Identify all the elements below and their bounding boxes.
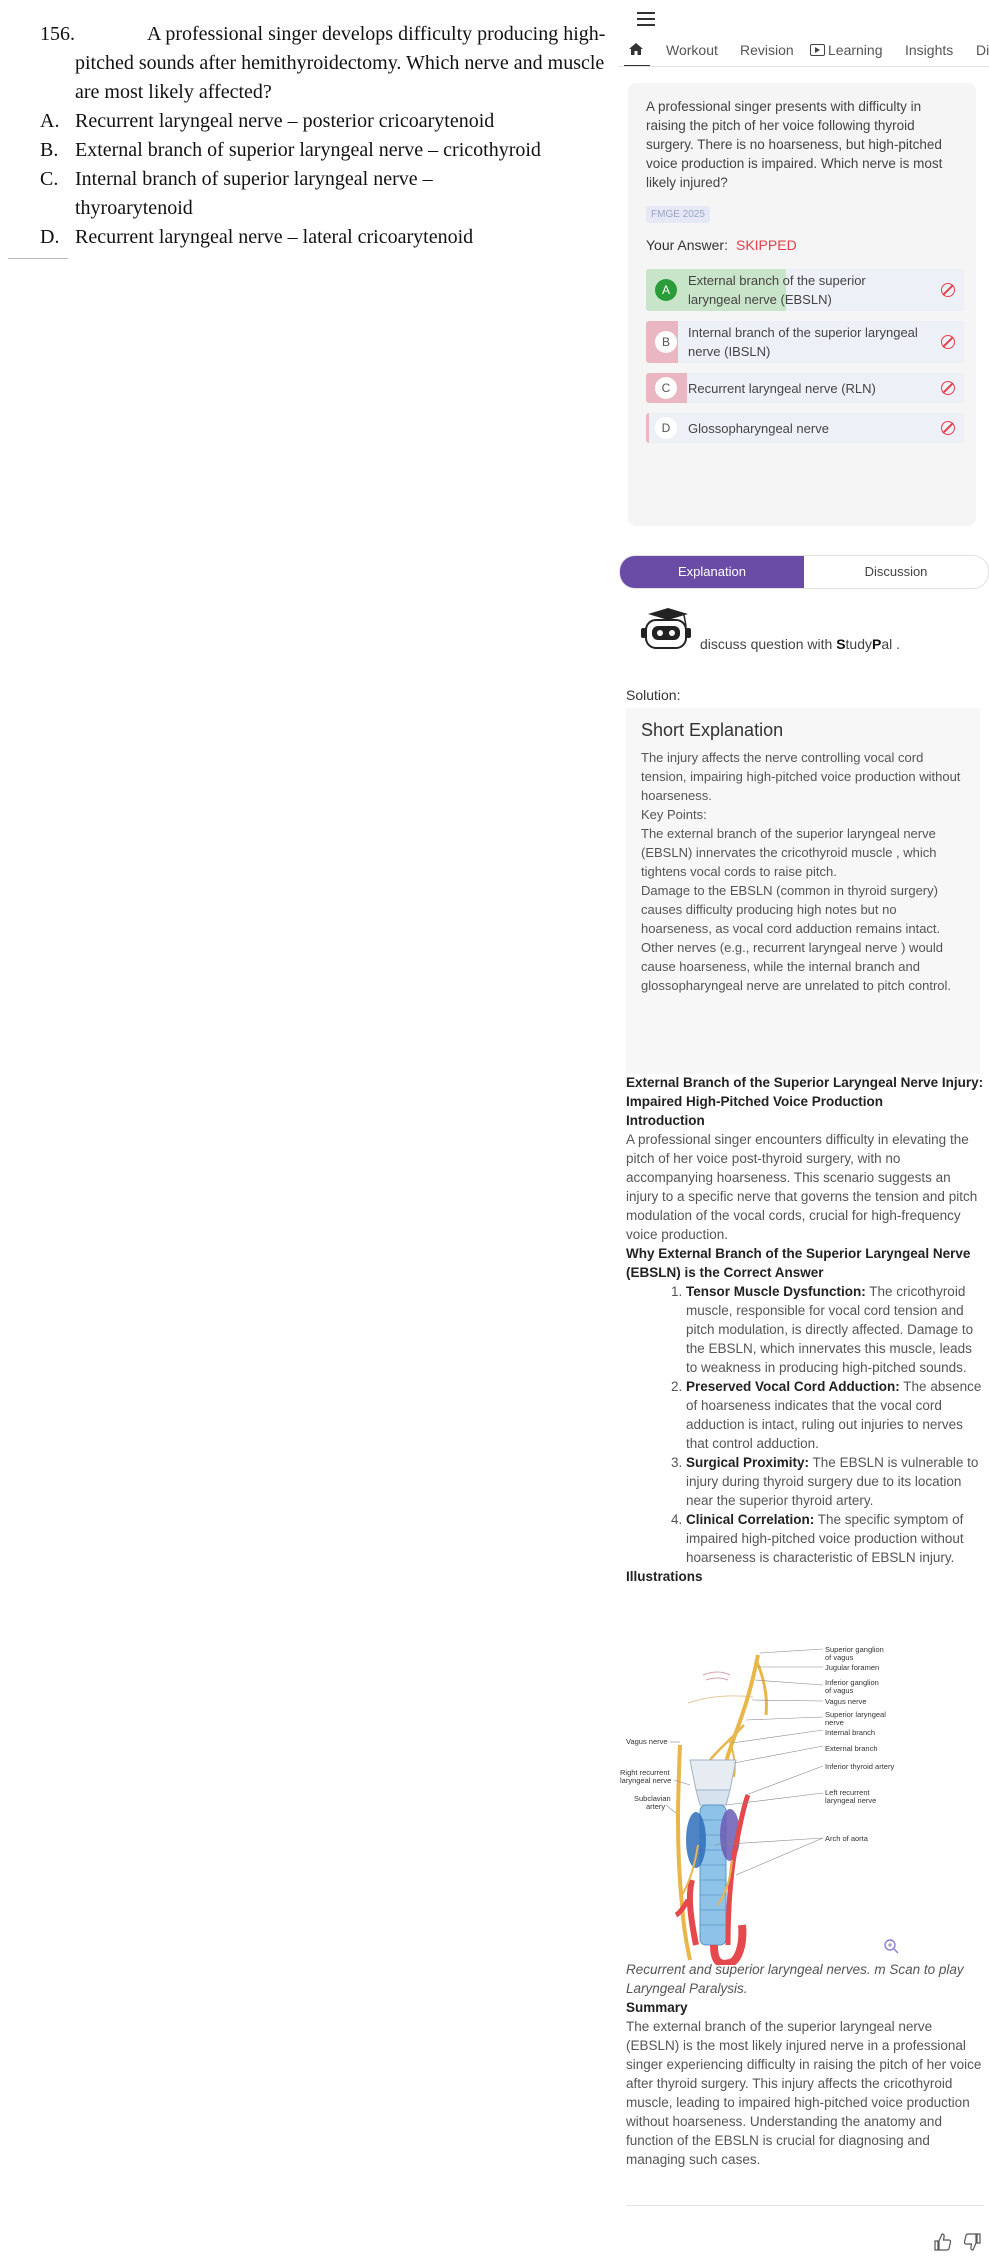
- label-laryngeal-nerve-left: laryngeal nerve: [825, 1796, 877, 1805]
- summary-text: The external branch of the superior laryngeal nerve (EBSLN) is the most likely injured nerve in a professional singer experiencing difficulty in raising the pitch of her voice after thyroid surgery. This injury affects the cricothyroid muscle, leading to impaired high-pitched voice production without hoarseness. Understanding the anatomy and function of the EBSLN is crucial for diagnosing and managing such cases.: [626, 2019, 982, 2167]
- summary-section: [626, 1998, 984, 2169]
- explanation-heading: External Branch of the Superior Laryngeal Nerve Injury: Impaired High-Pitched Voice Production: [626, 1075, 984, 1109]
- correct-answer-heading: Why External Branch of the Superior Laryngeal Nerve (EBSLN) is the Correct Answer: [626, 1246, 971, 1280]
- label-inferior-thyroid-artery: Inferior thyroid artery: [825, 1762, 895, 1771]
- label-left-recurrent: Left recurrent: [825, 1788, 870, 1797]
- label-of-vagus-2: of vagus: [825, 1686, 854, 1695]
- figure-caption: Recurrent and superior laryngeal nerves. m Scan to play Laryngeal Paralysis.: [626, 1962, 964, 1996]
- laryngeal-nerves-illustration: [618, 1645, 989, 1965]
- studypal-robot-icon[interactable]: [640, 606, 692, 652]
- label-vagus-nerve-right: Vagus nerve: [825, 1697, 867, 1706]
- option-d[interactable]: [646, 413, 964, 443]
- anatomy-drawing: [666, 1649, 823, 1964]
- reason-item: 1. Tensor Muscle Dysfunction: The cricothyroid muscle, responsible for vocal cord tension and pitch modulation, is directly affected. Damage to the EBSLN, which innervates this muscle, leads to weakness in producing high-pitched sounds.: [686, 1282, 984, 1377]
- label-vagus-nerve-left: Vagus nerve: [626, 1737, 668, 1746]
- option-letter: B: [655, 331, 677, 353]
- reason-item: 4. Clinical Correlation: The specific symptom of impaired high-pitched voice production without hoarseness is characteristic of EBSLN injury.: [686, 1510, 984, 1567]
- option-letter: C: [655, 377, 677, 399]
- label-superior-laryngeal: Superior laryngeal: [825, 1710, 886, 1719]
- label-of-vagus: of vagus: [825, 1653, 854, 1662]
- illustrations-heading: Illustrations: [626, 1569, 703, 1584]
- blocked-icon: [941, 283, 955, 297]
- reason-item: 3. Surgical Proximity: The EBSLN is vulnerable to injury during thyroid surgery due to its location near the superior thyroid artery.: [686, 1453, 984, 1510]
- summary-heading: Summary: [626, 2000, 688, 2015]
- reason-item: 2. Preserved Vocal Cord Adduction: The absence of hoarseness indicates that the vocal cord adduction is intact, ruling out injuries to nerves that control adduction.: [686, 1377, 984, 1453]
- hamburger-menu-icon[interactable]: [637, 12, 655, 26]
- your-answer: Your Answer: SKIPPED: [646, 237, 797, 253]
- option-a[interactable]: [646, 269, 964, 311]
- option-b[interactable]: [646, 321, 964, 363]
- top-nav-tabs: [618, 36, 989, 67]
- label-artery: artery: [646, 1802, 666, 1811]
- scan-artifact: [8, 258, 68, 265]
- tab-revision[interactable]: Revision: [740, 42, 794, 58]
- label-nerve: nerve: [825, 1718, 844, 1727]
- option-text: Recurrent laryngeal nerve (RLN): [688, 381, 876, 396]
- label-superior-ganglion: Superior ganglion: [825, 1645, 884, 1654]
- right-panel: [618, 0, 989, 2267]
- exam-tag: FMGE 2025: [646, 206, 710, 223]
- blocked-icon: [941, 421, 955, 435]
- label-laryngeal-nerve-right: laryngeal nerve: [620, 1776, 672, 1785]
- introduction-text: A professional singer encounters difficulty in elevating the pitch of her voice post-thyroid surgery, with no accompanying hoarseness. This scenario suggests an injury to a specific nerve that governs the tension and pitch modulation of the vocal cords, crucial for high-frequency voice production.: [626, 1132, 978, 1242]
- label-jugular-foramen: Jugular foramen: [825, 1663, 880, 1672]
- blocked-icon: [941, 335, 955, 349]
- label-external-branch: External branch: [825, 1744, 878, 1753]
- question-number: 156.: [40, 23, 75, 45]
- thumbs-up-icon[interactable]: [933, 2232, 953, 2252]
- blocked-icon: [941, 381, 955, 395]
- option-c[interactable]: [646, 373, 964, 403]
- explanation-discussion-toggle: [619, 555, 989, 589]
- introduction-heading: Introduction: [626, 1113, 705, 1128]
- short-explanation-title: Short Explanation: [641, 720, 784, 740]
- detailed-explanation: [626, 1073, 984, 1586]
- play-icon: [810, 44, 825, 56]
- home-icon[interactable]: [628, 41, 650, 63]
- option-text: Glossopharyngeal nerve: [688, 421, 829, 436]
- scanned-question: 156. A professional singer develops difficulty producing high-pitched sounds after hemithyroidectomy. Which nerve and muscle are most likely affected? A. Recurrent laryngeal nerve – posterior cricoarytenoid B. External branch of superior laryngeal nerve – cricothyroid C. Internal branch of superior laryngeal nerve – thyroarytenoid D. Recurrent laryngeal nerve – lateral cricoarytenoid: [0, 0, 615, 270]
- label-internal-branch: Internal branch: [825, 1728, 876, 1737]
- label-right-recurrent: Right recurrent: [620, 1768, 670, 1777]
- label-subclavian: Subclavian: [634, 1794, 671, 1803]
- option-letter: D: [655, 417, 677, 439]
- option-text: External branch of the superior laryngeal nerve (EBSLN): [688, 273, 866, 307]
- label-arch-of-aorta: Arch of aorta: [825, 1834, 868, 1843]
- tab-more[interactable]: Di: [976, 42, 989, 58]
- question-card: [628, 83, 976, 526]
- option-d-result-bar: [646, 413, 649, 443]
- tab-learning[interactable]: Learning: [810, 42, 883, 58]
- answer-status: SKIPPED: [735, 237, 797, 253]
- solution-label: Solution:: [626, 687, 681, 703]
- thumbs-down-icon[interactable]: [962, 2232, 982, 2252]
- option-text: Internal branch of the superior laryngeal nerve (IBSLN): [688, 325, 918, 359]
- tab-discussion[interactable]: Discussion: [864, 564, 928, 579]
- tab-workout[interactable]: Workout: [666, 42, 718, 58]
- question-stem: A professional singer develops difficulty producing high-pitched sounds after hemithyroidectomy. Which nerve and muscle are most likely affected?: [75, 23, 606, 103]
- zoom-icon[interactable]: [885, 1940, 898, 1953]
- short-explanation-body: The injury affects the nerve controlling vocal cord tension, impairing high-pitched voice production without hoarseness. Key Points: The external branch of the superior laryngeal nerve (EBSLN) innervates the cricothyroid muscle , which tightens vocal cords to raise pitch. Damage to the EBSLN (common in thyroid surgery) causes difficulty producing high notes but no hoarseness, as vocal cord adduction remains intact. Other nerves (e.g., recurrent laryngeal nerve ) would cause hoarseness, while the internal branch and glossopharyngeal nerve are unrelated to pitch control.: [641, 750, 961, 993]
- option-letter: A: [655, 279, 677, 301]
- short-explanation-box: [626, 708, 980, 1074]
- active-tab-indicator: [624, 65, 650, 67]
- tab-insights[interactable]: Insights: [905, 42, 954, 58]
- tab-explanation[interactable]: Explanation: [620, 556, 804, 588]
- reason-list: [626, 1282, 984, 1567]
- divider: [626, 2205, 984, 2206]
- label-inferior-ganglion: Inferior ganglion: [825, 1678, 879, 1687]
- question-text: A professional singer presents with difficulty in raising the pitch of her voice following thyroid surgery. There is no hoarseness, but high-pitched voice production is impaired. Which nerve is most likely injured?: [646, 99, 943, 190]
- discuss-with-studypal-link[interactable]: discuss question with StudyPal .: [700, 636, 901, 652]
